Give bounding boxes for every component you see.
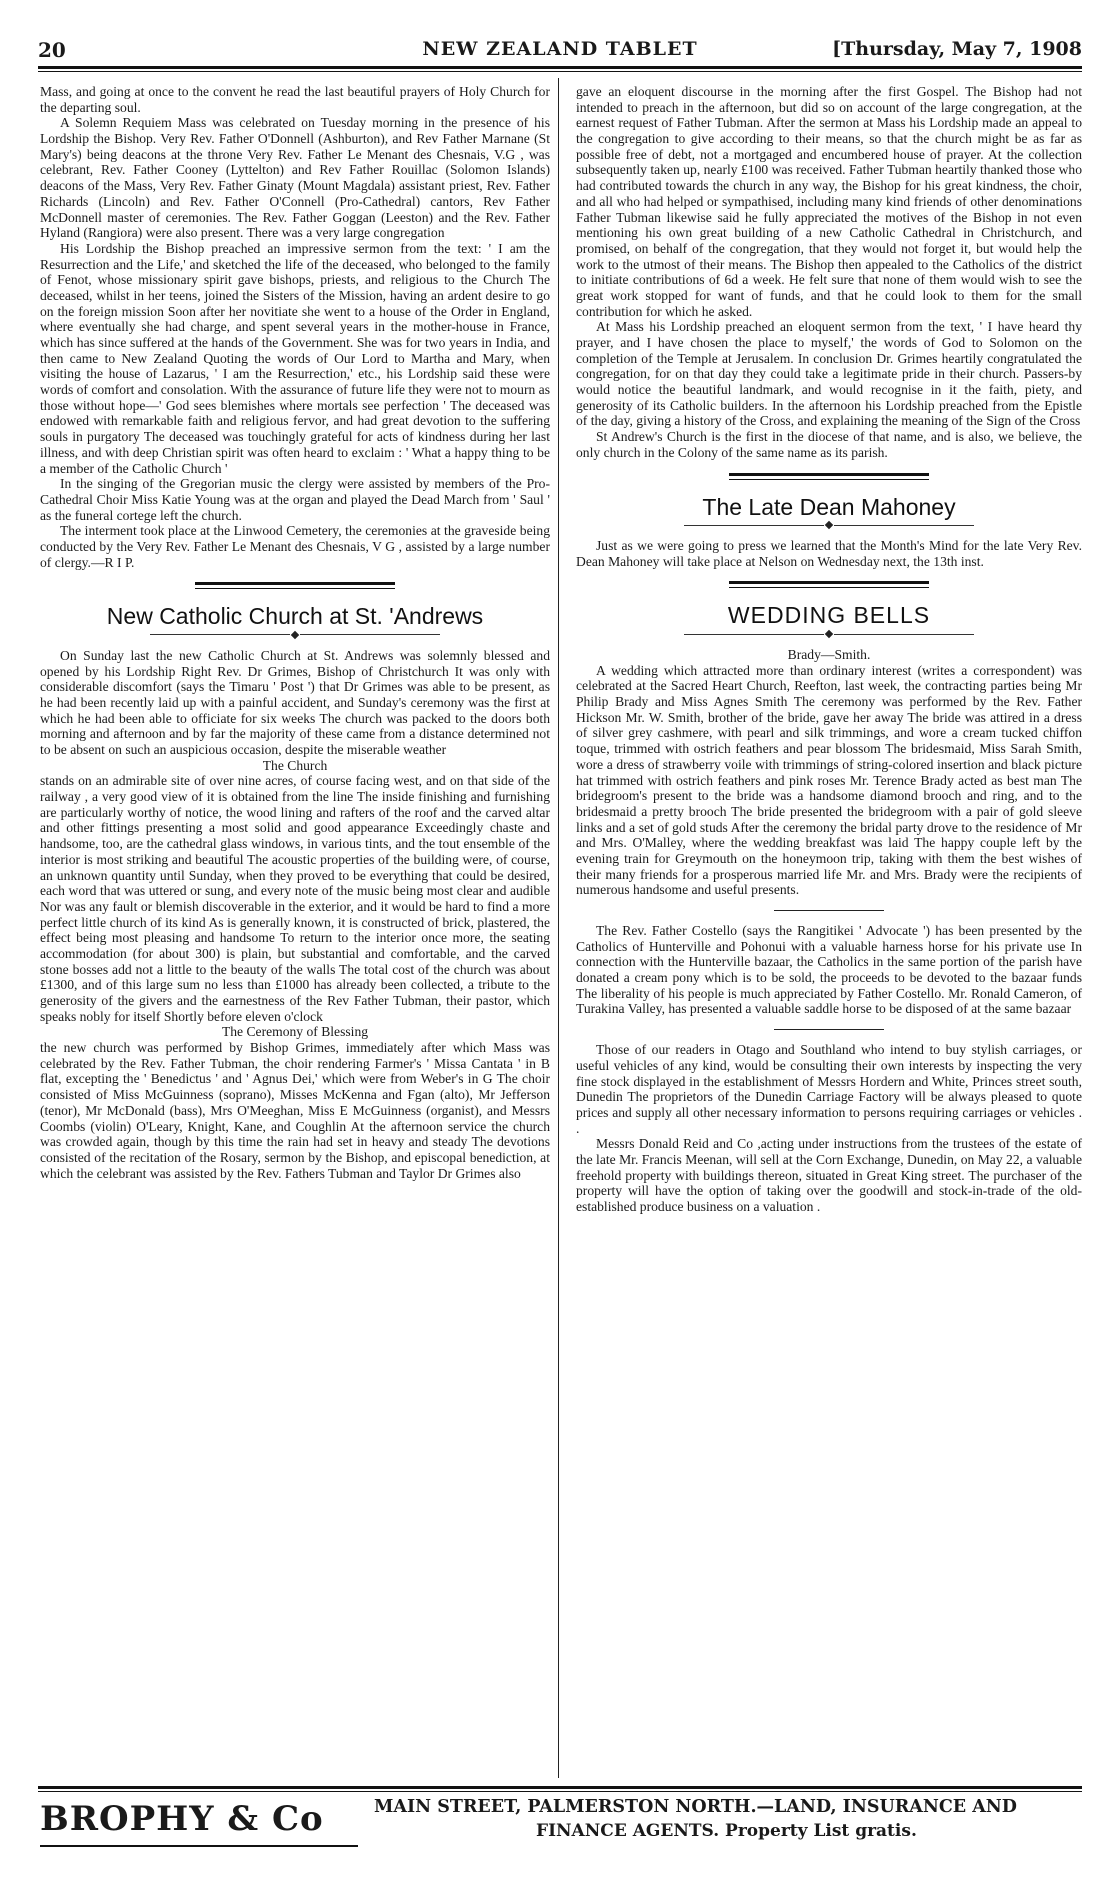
paragraph: His Lordship the Bishop preached an impressive sermon from the text: ' I am the Resurrection and the Life,' and sketched the life of the deceased, who belonged to the family of Fenot, whose missionary spirit gave bishops, priests, and religious to the Church The deceased, whilst in her teens, joined the Sisters of the Mission, having an ardent desire to go on the foreign mission Soon after her novitiate she went to a house of the Order in England, where eventually she had charge, and spent several years in the mother-house in France, which has since suffered at the hands of the Government. She was for two years in India, and then came to New Zealand Quoting the words of Our Lord to Martha and Mary, when visiting the house of Lazarus, ' I am the Resurrection,' etc., his Lordship said these were words of comfort and consolation. With the assurance of future life they were not to mourn as those without hope—' God sees blemishes where mortals see perfection ' The deceased was endowed with remarkable faith and religious fervor, and had great devotion to the suffering souls in purgatory The deceased was touchingly grateful for acts of kindness during her last illness, and with deep Christian spirit was often heard to exclaim : ' What a happy thing to be a member of the Catholic Church ' <box>40 240 550 476</box>
subheading: Brady—Smith. <box>787 647 871 662</box>
issue-date: [Thursday, May 7, 1908 <box>832 38 1082 60</box>
heading-ornament <box>40 632 550 638</box>
firm-services: FINANCE AGENTS. Property List gratis. <box>536 1821 917 1841</box>
heading-ornament <box>576 522 1082 528</box>
paragraph: At Mass his Lordship preached an eloquent sermon from the text, ' I have heard thy prayer, and I have chosen the place to myself,' the words of God to Solomon on the completion of the Temple at Jerusalem. In conclusion Dr. Grimes heartily congratulated the congregation, for on that day they could take a legitimate pride in their church. Passers-by would notice the beautiful landmark, and would recognise in it the faith, piety, and generosity of its Catholic builders. In the afternoon his Lordship preached from the Epistle of the day, giving a history of the Cross, and explaining the meaning of the Sign of the Cross <box>576 319 1082 429</box>
page-number: 20 <box>38 38 66 62</box>
section-separator <box>729 581 929 588</box>
section-separator <box>729 473 929 480</box>
article-heading: New Catholic Church at St. 'Andrews <box>106 603 484 630</box>
paragraph: stands on an admirable site of over nine acres, of course facing west, and on that side of the railway , a very good view of it is obtained from the line The inside finishing and furnishing are particularly worthy of notice, the wood lining and rafters of the roof and the carved altar and other fittings presenting a most solid and good appearance Exceedingly chaste and handsome, too, are the cathedral glass windows, in various tints, and the tout ensemble of the interior is most striking and beautiful The acoustic properties of the building were, of course, an unknown quantity until Sunday, when they proved to be everything that could be desired, each word that was uttered or sung, and every note of the music being most clear and audible Nor was any fault or blemish discoverable in the exterior, and it would be hard to find a more perfect little church of its kind As is generally known, it is constructed of brick, plastered, the effect being most pleasing and handsome To return to the interior once more, the seating accommodation (for about 300) is plain, but substantial and comfortable, and the carved stone bosses add not a little to the beauty of the walls The total cost of the church was about £1300, and of this large sum no less than £1000 has already been collected, a tribute to the generosity of the givers and the earnestness of the Rev Father Tubman, their pastor, which speaks nobly for itself Shortly before eleven o'clock <box>40 773 550 1024</box>
paragraph: the new church was performed by Bishop Grimes, immediately after which Mass was celebrated by the Rev. Father Tubman, the choir rendering Farmer's ' Missa Cantata ' in B flat, excepting the ' Benedictus ' and ' Agnus Dei,' which were from Weber's in G The choir consisted of Miss McGuinness (soprano), Misses McKenna and Fgan (alto), Mr Jefferson (tenor), Mr McDonald (bass), Mrs O'Meeghan, Miss E McGuinness (organist), and Messrs Coombs (violin) O'Leary, Knight, Kane, and Coughlin At the afternoon service the church was crowded again, though by this time the rain had set in heavy and steady The devotions consisted of the recitation of the Rosary, sermon by the Bishop, and episcopal benediction, at which the celebrant was assisted by the Rev. Fathers Tubman and Taylor Dr Grimes also <box>40 1040 550 1181</box>
subheading: The Ceremony of Blessing <box>221 1024 369 1040</box>
column-divider <box>558 78 559 1778</box>
article-heading: The Late Dean Mahoney <box>702 493 956 520</box>
firm-name: BROPHY & Co <box>40 1799 324 1839</box>
section-separator <box>195 582 395 589</box>
paragraph: On Sunday last the new Catholic Church at St. Andrews was solemnly blessed and opened by his Lordship Right Rev. Dr Grimes, Bishop of Christchurch It was only with considerable discomfort (says the Timaru ' Post ') that Dr Grimes was able to be present, as he had been recently laid up with a painful accident, and Sunday's ceremony was the first at which he had been able to officiate for six weeks The church was packed to the doors both morning and afternoon and by far the majority of these came from a distance determined not to be absent on such an auspicious occasion, despite the miserable weather <box>40 647 550 757</box>
article-heading: WEDDING BELLS <box>727 602 931 629</box>
paragraph: A wedding which attracted more than ordinary interest (writes a correspondent) was celebrated at the Sacred Heart Church, Reefton, last week, the contracting parties being Mr Philip Brady and Miss Agnes Smith The ceremony was performed by the Rev. Father Hickson Mr. W. Smith, brother of the bride, gave her away The bride was attired in a dress of silver grey cashmere, with pearl and silk trimmings, and wore a cream tucked chiffon toque, trimmed with ostrich feathers and pear blossom The bridesmaid, Miss Sarah Smith, wore a dress of strawberry voile with trimmings of string-colored insertion and black picture hat trimmed with ostrich feathers and pink roses Mr. Terence Brady acted as best man The bridegroom's present to the bride was a handsome diamond brooch and ring, and to the bridesmaid a pretty brooch The bride presented the bridegroom with a pair of gold sleeve links and a set of gold studs After the ceremony the bridal party drove to the residence of Mr and Mrs. O'Malley, where the wedding breakfast was laid The happy couple left by the evening train for Greymouth on the honeymoon trip, taking with them the best wishes of their many friends for a prosperous married life Mr. and Mrs. Brady were the recipients of numerous handsome and useful presents. <box>576 662 1082 898</box>
right-column <box>576 84 1082 1215</box>
advertisement-footer <box>38 1786 1082 1861</box>
masthead: NEW ZEALAND TABLET <box>422 38 698 60</box>
heading-ornament <box>576 631 1082 637</box>
section-separator <box>774 910 884 911</box>
paragraph: Mass, and going at once to the convent he read the last beautiful prayers of Holy Church for the departing soul. <box>40 84 550 115</box>
paragraph: Just as we were going to press we learned that the Month's Mind for the late Very Rev. Dean Mahoney will take place at Nelson on Wednesday next, the 13th inst. <box>576 538 1082 569</box>
paragraph: The Rev. Father Costello (says the Rangitikei ' Advocate ') has been presented by the Catholics of Hunterville and Pohonui with a valuable harness horse for his private use In connection with the Hunterville bazaar, the Catholics in the same portion of the parish have donated a cream pony which is to be sold, the proceeds to be devoted to the bazaar funds The liberality of his people is much appreciated by Father Costello. Mr. Ronald Cameron, of Turakina Valley, has presented a valuable saddle horse to be disposed of at the same bazaar <box>576 923 1082 1017</box>
header-rule <box>38 66 1082 69</box>
subheading: The Church <box>262 757 328 773</box>
paragraph: Messrs Donald Reid and Co ,acting under instructions from the trustees of the estate of the late Mr. Francis Meenan, will sell at the Corn Exchange, Dunedin, on May 22, a valuable freehold property with buildings thereon, situated in Great King street. The purchaser of the property will have the option of taking over the goodwill and stock-in-trade of the old-established produce business on a valuation . <box>576 1136 1082 1214</box>
paragraph: gave an eloquent discourse in the morning after the first Gospel. The Bishop had not intended to preach in the afternoon, but did so on account of the large congregation, at the earnest request of Father Tubman. After the sermon at Mass his Lordship made an appeal to the congregation to give according to their means, so that the church might be as far as possible free of debt, not a mortgaged and encumbered house of prayer. At the collection subsequently taken up, nearly £100 was received. Father Tubman heartily thanked those who had contributed towards the church in any way, the Bishop for his great kindness, the choir, and all who had helped or sympathised, including many kind friends of other denominations Father Tubman likewise said he fully appreciated the motives of the Bishop in not even mentioning his own great building of a new Catholic Cathedral in Christchurch, and promised, on behalf of the congregation, that they would not forget it, but would help the work to the utmost of their means. The Bishop then appealed to the Catholics of the district to initiate contributions of 6d a week. He felt sure that none of them would wish to see the great work stopped for want of funds, and that he could look to them for the small contribution for which he asked. <box>576 84 1082 319</box>
paragraph: A Solemn Requiem Mass was celebrated on Tuesday morning in the presence of his Lordship the Bishop. Very Rev. Father O'Donnell (Ashburton), and Rev Father Marnane (St Mary's) being deacons at the throne Very Rev. Father Le Menant des Chesnais, V.G , was celebrant, Rev. Father Cooney (Lyttelton) and Rev Father Rouillac (Solomon Islands) deacons of the Mass, Very Rev. Father Ginaty (Mount Magdala) assistant priest, Rev. Father Richards (Lincoln) and Rev. Father O'Connell (Pro-Cathedral) cantors, Rev Father McDonnell master of ceremonies. The Rev. Father Goggan (Leeston) and the Rev. Father Hyland (Rangiora) were also present. There was a very large congregation <box>40 115 550 241</box>
paragraph: In the singing of the Gregorian music the clergy were assisted by members of the Pro-Cathedral Choir Miss Katie Young was at the organ and played the Dead March from ' Saul ' as the funeral cortege left the church. <box>40 476 550 523</box>
paragraph: Those of our readers in Otago and Southland who intend to buy stylish carriages, or useful vehicles of any kind, would be consulting their own interests by inspecting the very fine stock displayed in the establishment of Messrs Hordern and White, Princes street south, Dunedin The proprietors of the Dunedin Carriage Factory will be always pleased to quote prices and supply all other necessary information to persons requiring carriages or vehicles . . <box>576 1042 1082 1136</box>
section-separator <box>774 1029 884 1030</box>
firm-underline <box>40 1845 358 1847</box>
firm-address: MAIN STREET, PALMERSTON NORTH.—LAND, INSURANCE AND <box>374 1797 1017 1817</box>
left-column <box>40 84 550 1181</box>
paragraph: The interment took place at the Linwood Cemetery, the ceremonies at the graveside being conducted by the Very Rev. Father Le Menant des Chesnais, V G , assisted by a large number of clergy.—R I P. <box>40 523 550 570</box>
paragraph: St Andrew's Church is the first in the diocese of that name, and is also, we believe, the only church in the Colony of the same name as its parish. <box>576 429 1082 460</box>
header-rule-thin <box>38 71 1082 72</box>
